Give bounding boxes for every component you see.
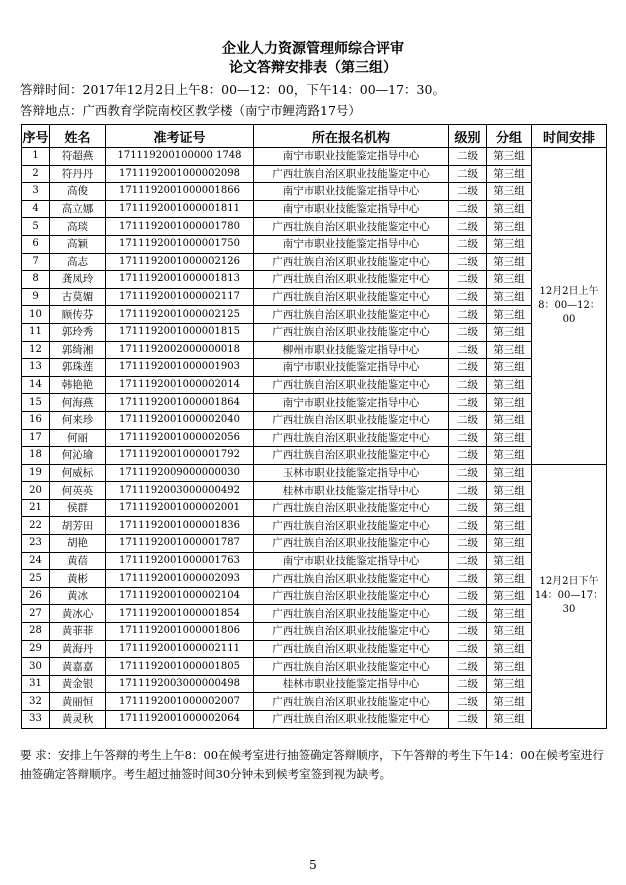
cell-level: 二级 — [449, 447, 487, 465]
cell-org: 广西壮族自治区职业技能鉴定中心 — [254, 376, 449, 394]
cell-name: 郭珠莲 — [50, 359, 106, 377]
cell-level: 二级 — [449, 605, 487, 623]
cell-name: 符超燕 — [50, 148, 106, 166]
table-row — [22, 552, 607, 570]
table-row — [22, 200, 607, 218]
cell-cert: 1711192001000002126 — [106, 253, 254, 271]
cell-org: 广西壮族自治区职业技能鉴定中心 — [254, 323, 449, 341]
cell-seq: 4 — [22, 200, 50, 218]
defense-time: 答辩时间：2017年12月2日上午8：00—12：00，下午14：00—17：30。 — [20, 82, 445, 97]
cell-cert: 1711192001000001811 — [106, 200, 254, 218]
cell-org: 广西壮族自治区职业技能鉴定中心 — [254, 447, 449, 465]
cell-cert: 1711192001000002001 — [106, 499, 254, 517]
table-row — [22, 271, 607, 289]
cell-cert: 1711192001000002056 — [106, 429, 254, 447]
cell-group: 第三组 — [487, 165, 532, 183]
cell-level: 二级 — [449, 148, 487, 166]
schedule-table — [21, 124, 607, 729]
cell-org: 广西壮族自治区职业技能鉴定中心 — [254, 218, 449, 236]
cell-group: 第三组 — [487, 447, 532, 465]
cell-level: 二级 — [449, 658, 487, 676]
table-row — [22, 341, 607, 359]
cell-group: 第三组 — [487, 675, 532, 693]
cell-org: 广西壮族自治区职业技能鉴定中心 — [254, 253, 449, 271]
cell-name: 黄金银 — [50, 675, 106, 693]
table-row — [22, 148, 607, 166]
cell-seq: 13 — [22, 359, 50, 377]
cell-name: 黄嘉嘉 — [50, 658, 106, 676]
cell-name: 龚凤玲 — [50, 271, 106, 289]
cell-cert: 1711192009000000030 — [106, 464, 254, 482]
cell-group: 第三组 — [487, 359, 532, 377]
cell-cert: 1711192001000001815 — [106, 323, 254, 341]
table-row — [22, 711, 607, 729]
cell-group: 第三组 — [487, 640, 532, 658]
cell-level: 二级 — [449, 517, 487, 535]
cell-group: 第三组 — [487, 517, 532, 535]
cell-name: 韩艳艳 — [50, 376, 106, 394]
cell-level: 二级 — [449, 394, 487, 412]
table-row — [22, 376, 607, 394]
cell-seq: 30 — [22, 658, 50, 676]
cell-group: 第三组 — [487, 623, 532, 641]
header-level: 级别 — [449, 125, 487, 148]
cell-org: 广西壮族自治区职业技能鉴定中心 — [254, 517, 449, 535]
cell-cert: 1711192001000002007 — [106, 693, 254, 711]
cell-cert: 1711192001000001763 — [106, 552, 254, 570]
cell-seq: 9 — [22, 288, 50, 306]
cell-group: 第三组 — [487, 711, 532, 729]
cell-level: 二级 — [449, 183, 487, 201]
cell-name: 高俊 — [50, 183, 106, 201]
cell-group: 第三组 — [487, 218, 532, 236]
header-seq: 序号 — [22, 125, 50, 148]
requirements-note: 要 求：安排上午答辩的考生上午8：00在候考室进行抽签确定答辩顺序，下午答辩的考生下午14：00在候考室进行抽签确定答辩顺序。考生超过抽签时间30分钟未到候考室签到视为缺考。 — [20, 748, 604, 781]
cell-cert: 1711192001000001836 — [106, 517, 254, 535]
cell-level: 二级 — [449, 464, 487, 482]
cell-seq: 31 — [22, 675, 50, 693]
cell-org: 桂林市职业技能鉴定指导中心 — [254, 675, 449, 693]
cell-cert: 1711192002000000018 — [106, 341, 254, 359]
cell-org: 广西壮族自治区职业技能鉴定中心 — [254, 429, 449, 447]
cell-seq: 22 — [22, 517, 50, 535]
cell-name: 郭绮湘 — [50, 341, 106, 359]
cell-level: 二级 — [449, 587, 487, 605]
table-row — [22, 394, 607, 412]
cell-cert: 171119200100000 1748 — [106, 148, 254, 166]
cell-seq: 16 — [22, 411, 50, 429]
cell-level: 二级 — [449, 253, 487, 271]
cell-group: 第三组 — [487, 235, 532, 253]
cell-seq: 10 — [22, 306, 50, 324]
cell-cert: 1711192001000002111 — [106, 640, 254, 658]
time-slot-morning: 12月2日上午 8：00—12：00 — [532, 148, 607, 465]
cell-seq: 2 — [22, 165, 50, 183]
table-row — [22, 587, 607, 605]
table-row — [22, 517, 607, 535]
table-row — [22, 658, 607, 676]
table-row — [22, 570, 607, 588]
cell-cert: 1711192001000001806 — [106, 623, 254, 641]
cell-org: 广西壮族自治区职业技能鉴定中心 — [254, 271, 449, 289]
cell-level: 二级 — [449, 675, 487, 693]
cell-level: 二级 — [449, 552, 487, 570]
cell-name: 高志 — [50, 253, 106, 271]
cell-org: 广西壮族自治区职业技能鉴定中心 — [254, 535, 449, 553]
cell-seq: 25 — [22, 570, 50, 588]
cell-org: 广西壮族自治区职业技能鉴定中心 — [254, 605, 449, 623]
cell-group: 第三组 — [487, 183, 532, 201]
cell-cert: 1711192001000001813 — [106, 271, 254, 289]
header-org: 所在报名机构 — [254, 125, 449, 148]
cell-level: 二级 — [449, 376, 487, 394]
cell-level: 二级 — [449, 535, 487, 553]
cell-name: 黄菲菲 — [50, 623, 106, 641]
cell-org: 南宁市职业技能鉴定指导中心 — [254, 183, 449, 201]
cell-cert: 1711192001000001864 — [106, 394, 254, 412]
cell-seq: 23 — [22, 535, 50, 553]
cell-org: 广西壮族自治区职业技能鉴定中心 — [254, 288, 449, 306]
cell-org: 柳州市职业技能鉴定指导中心 — [254, 341, 449, 359]
cell-level: 二级 — [449, 341, 487, 359]
table-row — [22, 605, 607, 623]
cell-org: 南宁市职业技能鉴定指导中心 — [254, 552, 449, 570]
cell-name: 符丹丹 — [50, 165, 106, 183]
cell-name: 何海燕 — [50, 394, 106, 412]
cell-org: 南宁市职业技能鉴定指导中心 — [254, 200, 449, 218]
cell-org: 广西壮族自治区职业技能鉴定中心 — [254, 640, 449, 658]
cell-name: 黄海丹 — [50, 640, 106, 658]
cell-cert: 1711192001000002117 — [106, 288, 254, 306]
cell-name: 何威标 — [50, 464, 106, 482]
table-row — [22, 499, 607, 517]
cell-name: 郭玲秀 — [50, 323, 106, 341]
cell-group: 第三组 — [487, 200, 532, 218]
cell-group: 第三组 — [487, 323, 532, 341]
cell-org: 广西壮族自治区职业技能鉴定中心 — [254, 499, 449, 517]
cell-group: 第三组 — [487, 464, 532, 482]
cell-org: 桂林市职业技能鉴定指导中心 — [254, 482, 449, 500]
cell-level: 二级 — [449, 623, 487, 641]
time-slot-afternoon: 12月2日下午 14：00—17：30 — [532, 464, 607, 728]
table-row — [22, 218, 607, 236]
cell-name: 黄丽恒 — [50, 693, 106, 711]
table-body — [22, 148, 607, 729]
cell-group: 第三组 — [487, 605, 532, 623]
cell-cert: 1711192003000000492 — [106, 482, 254, 500]
cell-cert: 1711192001000001750 — [106, 235, 254, 253]
cell-name: 黄灵秋 — [50, 711, 106, 729]
cell-seq: 17 — [22, 429, 50, 447]
doc-title: 企业人力资源管理师综合评审 — [222, 41, 404, 57]
cell-cert: 1711192001000001866 — [106, 183, 254, 201]
cell-group: 第三组 — [487, 482, 532, 500]
table-row — [22, 253, 607, 271]
cell-level: 二级 — [449, 359, 487, 377]
cell-level: 二级 — [449, 482, 487, 500]
table-row — [22, 429, 607, 447]
table-row — [22, 183, 607, 201]
cell-name: 何丽 — [50, 429, 106, 447]
cell-seq: 19 — [22, 464, 50, 482]
cell-seq: 3 — [22, 183, 50, 201]
cell-name: 何来珍 — [50, 411, 106, 429]
table-row — [22, 411, 607, 429]
header-group: 分组 — [487, 125, 532, 148]
cell-org: 广西壮族自治区职业技能鉴定中心 — [254, 411, 449, 429]
cell-org: 广西壮族自治区职业技能鉴定中心 — [254, 693, 449, 711]
table-row — [22, 235, 607, 253]
cell-level: 二级 — [449, 165, 487, 183]
cell-seq: 11 — [22, 323, 50, 341]
cell-group: 第三组 — [487, 658, 532, 676]
table-row — [22, 464, 607, 482]
cell-level: 二级 — [449, 218, 487, 236]
cell-cert: 1711192003000000498 — [106, 675, 254, 693]
cell-name: 何沁瑜 — [50, 447, 106, 465]
cell-seq: 27 — [22, 605, 50, 623]
cell-level: 二级 — [449, 429, 487, 447]
cell-cert: 1711192001000001780 — [106, 218, 254, 236]
table-row — [22, 535, 607, 553]
cell-seq: 21 — [22, 499, 50, 517]
cell-cert: 1711192001000002093 — [106, 570, 254, 588]
cell-org: 广西壮族自治区职业技能鉴定中心 — [254, 570, 449, 588]
cell-group: 第三组 — [487, 693, 532, 711]
cell-org: 广西壮族自治区职业技能鉴定中心 — [254, 658, 449, 676]
cell-seq: 1 — [22, 148, 50, 166]
cell-seq: 8 — [22, 271, 50, 289]
cell-seq: 20 — [22, 482, 50, 500]
cell-cert: 1711192001000001903 — [106, 359, 254, 377]
cell-seq: 24 — [22, 552, 50, 570]
cell-org: 南宁市职业技能鉴定指导中心 — [254, 359, 449, 377]
cell-seq: 15 — [22, 394, 50, 412]
cell-level: 二级 — [449, 711, 487, 729]
table-row — [22, 359, 607, 377]
cell-group: 第三组 — [487, 570, 532, 588]
cell-group: 第三组 — [487, 271, 532, 289]
cell-cert: 1711192001000002104 — [106, 587, 254, 605]
cell-name: 高琰 — [50, 218, 106, 236]
table-row — [22, 693, 607, 711]
cell-level: 二级 — [449, 640, 487, 658]
cell-name: 胡艳 — [50, 535, 106, 553]
cell-org: 广西壮族自治区职业技能鉴定中心 — [254, 623, 449, 641]
cell-cert: 1711192001000002014 — [106, 376, 254, 394]
table-row — [22, 288, 607, 306]
cell-seq: 6 — [22, 235, 50, 253]
cell-cert: 1711192001000001787 — [106, 535, 254, 553]
table-header-row — [22, 125, 607, 148]
cell-cert: 1711192001000001854 — [106, 605, 254, 623]
cell-name: 胡芳田 — [50, 517, 106, 535]
table-row — [22, 447, 607, 465]
cell-group: 第三组 — [487, 587, 532, 605]
cell-org: 南宁市职业技能鉴定指导中心 — [254, 148, 449, 166]
cell-seq: 32 — [22, 693, 50, 711]
cell-org: 南宁市职业技能鉴定指导中心 — [254, 394, 449, 412]
cell-seq: 12 — [22, 341, 50, 359]
cell-seq: 5 — [22, 218, 50, 236]
cell-group: 第三组 — [487, 288, 532, 306]
header-cert: 准考证号 — [106, 125, 254, 148]
cell-cert: 1711192001000001805 — [106, 658, 254, 676]
cell-level: 二级 — [449, 288, 487, 306]
cell-group: 第三组 — [487, 429, 532, 447]
cell-group: 第三组 — [487, 552, 532, 570]
cell-level: 二级 — [449, 693, 487, 711]
defense-place: 答辩地点：广西教育学院南校区教学楼（南宁市鲤湾路17号） — [20, 103, 361, 118]
cell-group: 第三组 — [487, 376, 532, 394]
cell-name: 黄冰 — [50, 587, 106, 605]
cell-name: 侯群 — [50, 499, 106, 517]
cell-level: 二级 — [449, 306, 487, 324]
header-name: 姓名 — [50, 125, 106, 148]
cell-org: 玉林市职业技能鉴定指导中心 — [254, 464, 449, 482]
cell-org: 广西壮族自治区职业技能鉴定中心 — [254, 306, 449, 324]
cell-seq: 14 — [22, 376, 50, 394]
header-time: 时间安排 — [532, 125, 607, 148]
cell-name: 黄蓓 — [50, 552, 106, 570]
cell-name: 高立娜 — [50, 200, 106, 218]
cell-name: 何英英 — [50, 482, 106, 500]
cell-level: 二级 — [449, 323, 487, 341]
cell-name: 高颖 — [50, 235, 106, 253]
cell-org: 广西壮族自治区职业技能鉴定中心 — [254, 711, 449, 729]
cell-seq: 29 — [22, 640, 50, 658]
cell-level: 二级 — [449, 499, 487, 517]
cell-cert: 1711192001000002098 — [106, 165, 254, 183]
cell-seq: 33 — [22, 711, 50, 729]
cell-group: 第三组 — [487, 341, 532, 359]
doc-subtitle: 论文答辩安排表（第三组） — [229, 60, 397, 76]
cell-cert: 1711192001000002125 — [106, 306, 254, 324]
cell-seq: 28 — [22, 623, 50, 641]
cell-group: 第三组 — [487, 253, 532, 271]
cell-group: 第三组 — [487, 306, 532, 324]
table-row — [22, 306, 607, 324]
cell-name: 顾传芬 — [50, 306, 106, 324]
cell-name: 黄冰心 — [50, 605, 106, 623]
cell-level: 二级 — [449, 411, 487, 429]
cell-level: 二级 — [449, 570, 487, 588]
cell-group: 第三组 — [487, 535, 532, 553]
cell-org: 广西壮族自治区职业技能鉴定中心 — [254, 587, 449, 605]
cell-cert: 1711192001000002040 — [106, 411, 254, 429]
cell-name: 黄彬 — [50, 570, 106, 588]
cell-group: 第三组 — [487, 411, 532, 429]
cell-group: 第三组 — [487, 148, 532, 166]
cell-name: 古莫媚 — [50, 288, 106, 306]
cell-org: 广西壮族自治区职业技能鉴定中心 — [254, 165, 449, 183]
cell-seq: 18 — [22, 447, 50, 465]
cell-cert: 1711192001000002064 — [106, 711, 254, 729]
table-row — [22, 640, 607, 658]
cell-org: 南宁市职业技能鉴定指导中心 — [254, 235, 449, 253]
cell-seq: 7 — [22, 253, 50, 271]
cell-group: 第三组 — [487, 499, 532, 517]
cell-level: 二级 — [449, 271, 487, 289]
cell-cert: 1711192001000001792 — [106, 447, 254, 465]
cell-group: 第三组 — [487, 394, 532, 412]
page-number: 5 — [309, 858, 317, 872]
table-row — [22, 623, 607, 641]
cell-level: 二级 — [449, 235, 487, 253]
table-row — [22, 323, 607, 341]
cell-seq: 26 — [22, 587, 50, 605]
table-row — [22, 482, 607, 500]
table-row — [22, 165, 607, 183]
table-row — [22, 675, 607, 693]
cell-level: 二级 — [449, 200, 487, 218]
